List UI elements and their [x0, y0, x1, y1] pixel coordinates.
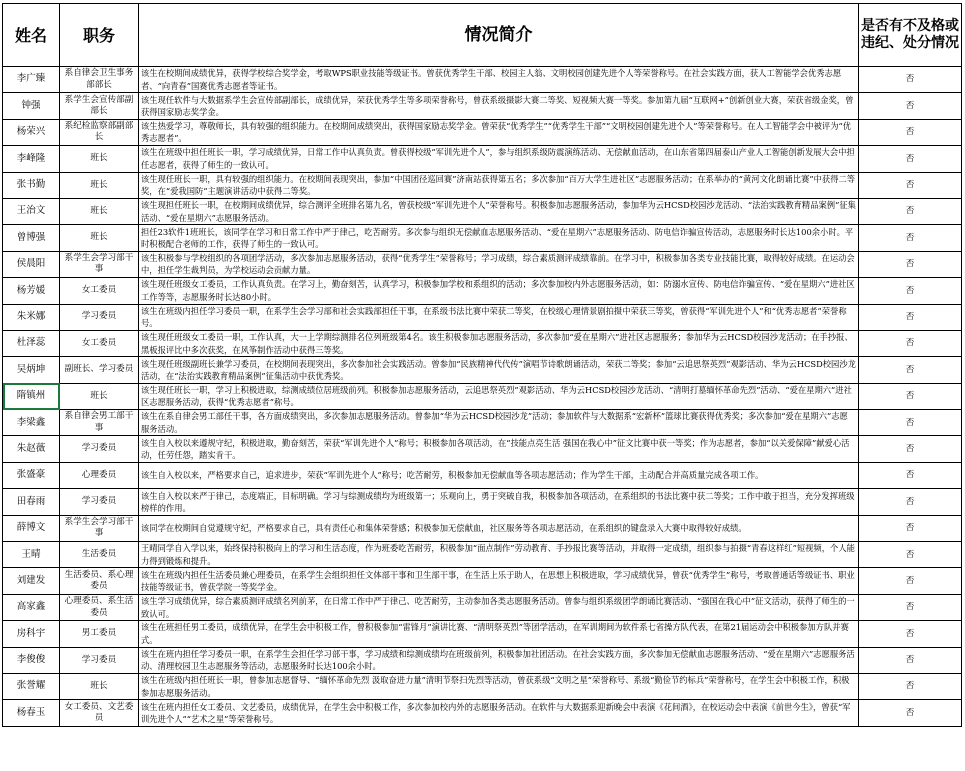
table-row — [3, 225, 962, 251]
cell-flag[interactable]: 否 — [859, 93, 962, 119]
cell-role[interactable]: 系纪检监察部副部长 — [60, 119, 139, 145]
cell-desc[interactable] — [139, 225, 859, 251]
cell-name[interactable]: 田春雨 — [3, 489, 60, 515]
desc-text: 该生现任班级副班长兼学习委员，在校期间表现突出，多次参加社会实践活动。曾参加“民族精神代代传”演唱节诗歌朗诵活动，荣获二等奖；参加“云追思祭英烈”观影活动、华为云HCSD校园沙龙活动，在“法治实践教育精品案例”征集活动中获优秀奖。 — [141, 358, 856, 381]
cell-name[interactable]: 杨荣兴 — [3, 119, 60, 145]
cell-desc[interactable] — [139, 119, 859, 145]
table-row — [3, 489, 962, 515]
cell-role[interactable]: 生活委员、系心理委员 — [60, 568, 139, 594]
cell-flag[interactable]: 否 — [859, 357, 962, 383]
table-row — [3, 278, 962, 304]
cell-role[interactable]: 班长 — [60, 146, 139, 172]
table-row — [3, 515, 962, 541]
cell-role[interactable]: 学习委员 — [60, 489, 139, 515]
cell-name[interactable]: 李广臻 — [3, 67, 60, 93]
cell-flag[interactable]: 否 — [859, 568, 962, 594]
desc-text: 该生现任班长一职，学习上积极进取，综测成绩位居班级前列。积极参加志愿服务活动，云追思祭英烈”观影活动、华为云HCSD校园沙龙活动、“清明打墓缅怀革命先烈”活动、“爱在星期六”进社区志愿服务活动，获得“优秀志愿者”称号。 — [141, 384, 852, 408]
desc-text: 担任23软件1班班长，该同学在学习和日常工作中严于律己，吃苦耐劳。多次参与组织无偿献血志愿服务活动、“爱在星期六”志愿服务活动、防电信诈骗宣传活动，志愿服务时长达100余小时。平时积极配合老师的工作，获得了师生的一致认可。 — [141, 226, 854, 250]
cell-role[interactable]: 系学生会宣传部副部长 — [60, 93, 139, 119]
desc-text: 该生在班级中担任班长一职，学习成绩优异，日常工作中认真负责。曾获得校级“军训先进个人”，参与组织系级防震演练活动、无偿献血活动，在山东省第四届泰山产业人工智能创新发展大会中担任志愿者，获得了师生的一致认可。 — [141, 147, 855, 170]
cell-role[interactable]: 系自律会男工部干事 — [60, 410, 139, 436]
cell-name[interactable]: 王晴 — [3, 542, 60, 568]
cell-role[interactable]: 班长 — [60, 172, 139, 198]
cell-flag[interactable]: 否 — [859, 278, 962, 304]
cell-role[interactable]: 系自律会卫生事务部部长 — [60, 67, 139, 93]
cell-name[interactable]: 杨春玉 — [3, 700, 60, 726]
cell-role[interactable]: 学习委员 — [60, 436, 139, 462]
table-row — [3, 357, 962, 383]
cell-name[interactable]: 张盛豪 — [3, 462, 60, 488]
table-body — [3, 67, 962, 727]
table-row — [3, 198, 962, 224]
header-name[interactable]: 姓名 — [3, 4, 60, 67]
cell-flag[interactable]: 否 — [859, 410, 962, 436]
cell-flag[interactable]: 否 — [859, 198, 962, 224]
cell-name[interactable]: 张书勤 — [3, 172, 60, 198]
cell-role[interactable]: 班长 — [60, 225, 139, 251]
cell-flag[interactable]: 否 — [859, 172, 962, 198]
desc-text: 该生在班级内担任学习委员一职，在系学生会学习部和社会实践部担任干事，在系级书法比赛中荣获二等奖，在校级心理情景剧拍摄中荣获三等奖，曾获得“军训先进个人”和“优秀志愿者”荣誉称号。 — [141, 305, 847, 329]
cell-desc[interactable] — [139, 621, 859, 647]
cell-role[interactable]: 班长 — [60, 198, 139, 224]
cell-desc[interactable] — [139, 673, 859, 699]
table-row — [3, 594, 962, 620]
cell-flag[interactable]: 否 — [859, 67, 962, 93]
cell-flag[interactable]: 否 — [859, 489, 962, 515]
cell-desc[interactable] — [139, 515, 859, 541]
cell-desc[interactable] — [139, 304, 859, 330]
desc-text: 该生自入校以来，严格要求自己，追求进步，荣获“军训先进个人”称号；吃苦耐劳，积极参加无偿献血等各项志愿活动；作为学生干部，主动配合并高质量完成各项工作。 — [141, 470, 764, 481]
table-row — [3, 93, 962, 119]
students-table — [2, 3, 962, 727]
desc-text: 该生在班内担任学习委员一职，在系学生会担任学习部干事，学习成绩和综测成绩均在班级前列，积极参加社团活动。在社会实践方面，多次参加无偿献血志愿服务活动、“爱在星期六”志愿服务活动、清理校园卫生志愿服务等活动，志愿服务时长达100余小时。 — [141, 648, 855, 672]
cell-role[interactable]: 副班长、学习委员 — [60, 357, 139, 383]
desc-text: 该生现任班级女工委员一职，工作认真，大一上学期综测排名位列班级第4名。该生积极参加志愿服务活动，多次参加“爱在星期六”进社区志愿服务；参加华为云HCSD校园沙龙活动；在手抄报、黑板报评比中多次获奖，在风筝制作活动中获得三等奖。 — [141, 332, 853, 355]
cell-name[interactable]: 杨芳媛 — [3, 278, 60, 304]
desc-text: 该生学习成绩优异，综合素质测评成绩名列前茅，在日常工作中严于律己、吃苦耐劳，主动参加各类志愿服务活动。曾参与组织系级团学朗诵比赛活动、“强国在我心中”征文活动，获得了师生的一致认可。 — [141, 596, 855, 619]
cell-flag[interactable]: 否 — [859, 330, 962, 356]
table-row — [3, 146, 962, 172]
header-role[interactable]: 职务 — [60, 4, 139, 67]
cell-name[interactable]: 王治文 — [3, 198, 60, 224]
cell-desc[interactable] — [139, 700, 859, 726]
table-row — [3, 436, 962, 462]
table-row — [3, 330, 962, 356]
cell-name[interactable]: 薛博文 — [3, 515, 60, 541]
cell-desc[interactable] — [139, 647, 859, 673]
desc-text: 该生在班担任男工委员，成绩优异，在学生会中积极工作，曾积极参加“雷锋月”演讲比赛、“清明祭英烈”等团学活动，在军训期间为软件系七省操方队代表，在第21届运动会中积极参加方队并赛式。 — [141, 622, 849, 645]
desc-text: 该生现任班级女工委员，工作认真负责。在学习上，勤奋刻苦，认真学习，积极参加学校和系组织的活动；多次参加校内外志愿服务活动，如：防溺水宣传、防电信诈骗宣传、“爱在星期六”进社区工作等等，志愿服务时长达80小时。 — [141, 279, 855, 302]
cell-desc[interactable] — [139, 67, 859, 93]
cell-flag[interactable]: 否 — [859, 515, 962, 541]
desc-text: 该生在校期间成绩优异，获得学校综合奖学金，考取WPS职业技能等级证书。曾获优秀学生干部、校园主人翁、文明校园创建先进个人等荣誉称号。在社会实践方面，获人工智能学会优秀志愿者、“向青春”国赛优秀志愿者等证书。 — [141, 68, 842, 91]
table-row — [3, 67, 962, 93]
cell-flag[interactable]: 否 — [859, 594, 962, 620]
cell-desc[interactable] — [139, 330, 859, 356]
cell-name[interactable]: 朱赵薇 — [3, 436, 60, 462]
desc-text: 该生现任班长一职，具有较强的组织能力。在校期间表现突出，参加“中国团径巡回赛”济南站获得第五名；多次参加“百万大学生进社区”志愿服务活动；在系举办的“黄河文化朗诵比赛”中获得二等奖，在“爱我国防”主题演讲活动中获得二等奖。 — [141, 173, 856, 197]
cell-name[interactable]: 朱米娜 — [3, 304, 60, 330]
table-row — [3, 251, 962, 277]
header-flag[interactable]: 是否有不及格或违纪、处分情况 — [859, 4, 962, 67]
cell-role[interactable]: 女工委员 — [60, 330, 139, 356]
cell-flag[interactable]: 否 — [859, 673, 962, 699]
cell-desc[interactable] — [139, 489, 859, 515]
table-row — [3, 119, 962, 145]
table-row — [3, 647, 962, 673]
desc-text: 该生在系自律会男工部任干事，各方面成绩突出，多次参加志愿服务活动。曾参加“华为云HCSD校园沙龙”活动；参加软件与大数据系“宏新杯”篮球比赛获得优秀奖；多次参加“爱在星期六”志愿服务活动。 — [141, 411, 848, 434]
table-row — [3, 304, 962, 330]
desc-text: 该生自入校以来遵规守纪，积极进取，勤奋刻苦，荣获“军训先进个人”称号；积极参加各项活动，在“技能点亮生活 强国在我心中”征文比赛中获一等奖；作为志愿者，参加“以关爱保障”献爱心活动，任劳任怨，踏实肯干。 — [141, 437, 850, 461]
desc-text: 该生在班级内担任班长一职，曾参加志愿督导、“缅怀革命先烈 汲取奋进力量”清明节祭扫先烈等活动，曾获系级“文明之星”荣誉称号、系级“勤俭节约标兵”荣誉称号，在学生会中积极工作，积极参加志愿服务活动。 — [141, 675, 850, 698]
cell-name[interactable]: 杜泽蕊 — [3, 330, 60, 356]
desc-text: 该生积极参与学校组织的各项团学活动，多次参加志愿服务活动，获得“优秀学生”荣誉称号；学习成绩，综合素质测评成绩靠前。在学习中，积极参加各类专业技能比赛，取得较好成绩。在运动会中，担任学生裁判员，为学校运动会贡献力量。 — [141, 253, 855, 276]
cell-role[interactable]: 心理委员、系生活委员 — [60, 594, 139, 620]
cell-name[interactable]: 房科宇 — [3, 621, 60, 647]
cell-role[interactable]: 系学生会学习部干事 — [60, 515, 139, 541]
cell-desc[interactable] — [139, 93, 859, 119]
cell-role[interactable]: 心理委员 — [60, 462, 139, 488]
cell-name[interactable]: 李梁鑫 — [3, 410, 60, 436]
desc-text: 王晴同学自入学以来，始终保持积极向上的学习和生活态度，作为班委吃苦耐劳，积极参加“面点制作”劳动教育、手抄报比赛等活动，并取得一定成绩，组织参与拍摄“青春这样红”短视频，个人能力得到锻炼和提升。 — [141, 543, 855, 566]
cell-desc[interactable] — [139, 568, 859, 594]
cell-flag[interactable]: 否 — [859, 462, 962, 488]
cell-flag[interactable]: 否 — [859, 304, 962, 330]
cell-role[interactable]: 班长 — [60, 673, 139, 699]
cell-desc[interactable] — [139, 383, 859, 409]
table-row — [3, 383, 962, 409]
cell-flag[interactable]: 否 — [859, 647, 962, 673]
cell-name[interactable]: 隋镇州 — [3, 383, 60, 409]
cell-name[interactable]: 曾博强 — [3, 225, 60, 251]
table-row — [3, 542, 962, 568]
cell-desc[interactable] — [139, 146, 859, 172]
desc-text: 该生在班级内担任生活委员兼心理委员，在系学生会组织担任文体部干事和卫生部干事，在生活上乐于助人，在思想上积极进取，学习成绩优异，曾获“优秀学生”称号，考取普通话等级证书、职业技能等级证书，曾获学院一等奖学金。 — [141, 569, 855, 593]
cell-role[interactable]: 学习委员 — [60, 647, 139, 673]
cell-name[interactable]: 吴炳坤 — [3, 357, 60, 383]
cell-name[interactable]: 刘建发 — [3, 568, 60, 594]
desc-text: 该生自入校以来严于律己，态度端正，目标明确。学习与综测成绩均为班级第一；乐观向上，勇于突破自我，积极参加各项活动，在系组织的书法比赛中获二等奖；工作中敢于担当，充分发挥班级榜样的作用。 — [141, 490, 855, 513]
table-row — [3, 673, 962, 699]
cell-name[interactable]: 侯晨阳 — [3, 251, 60, 277]
table-row — [3, 410, 962, 436]
header-desc[interactable]: 情况简介 — [139, 4, 859, 67]
table-row — [3, 462, 962, 488]
cell-role[interactable]: 女工委员、文艺委员 — [60, 700, 139, 726]
cell-role[interactable]: 男工委员 — [60, 621, 139, 647]
cell-flag[interactable]: 否 — [859, 700, 962, 726]
cell-name[interactable]: 李峰隆 — [3, 146, 60, 172]
cell-desc[interactable] — [139, 436, 859, 462]
header-row — [3, 4, 962, 67]
desc-text: 该生现担任班长一职，在校期间成绩优异，综合测评全班排名第九名，曾获校级“军训先进个人”荣誉称号。积极参加志愿服务活动，参加华为云HCSD校园沙龙活动、“法治实践教育精品案例”征集活动、“爱在星期六”志愿服务活动。 — [141, 200, 856, 223]
cell-desc[interactable] — [139, 542, 859, 568]
desc-text: 该生在班内担任女工委员、文艺委员，成绩优异，在学生会中积极工作，多次参加校内外的志愿服务活动。在软件与大数据系迎新晚会中表演《花间酒》，在校运动会中表演《前世今生》，曾获“军训先进个人”“艺术之星”等荣誉称号。 — [141, 701, 851, 725]
table-row — [3, 621, 962, 647]
cell-name[interactable]: 高家鑫 — [3, 594, 60, 620]
cell-desc[interactable] — [139, 357, 859, 383]
cell-role[interactable]: 学习委员 — [60, 304, 139, 330]
cell-flag[interactable]: 否 — [859, 542, 962, 568]
cell-role[interactable]: 女工委员 — [60, 278, 139, 304]
cell-role[interactable]: 系学生会学习部干事 — [60, 251, 139, 277]
cell-name[interactable]: 张誉耀 — [3, 673, 60, 699]
cell-desc[interactable] — [139, 251, 859, 277]
cell-desc[interactable] — [139, 410, 859, 436]
cell-name[interactable]: 钟强 — [3, 93, 60, 119]
cell-flag[interactable]: 否 — [859, 621, 962, 647]
cell-role[interactable]: 班长 — [60, 383, 139, 409]
desc-text: 该生热爱学习，尊敬师长，具有较强的组织能力。在校期间成绩突出，获得国家励志奖学金。曾荣获“优秀学生”“优秀学生干部”“文明校园创建先进个人”等荣誉称号。在人工智能学会中被评为“优秀志愿者”。 — [141, 121, 852, 144]
cell-name[interactable]: 李俊俊 — [3, 647, 60, 673]
cell-desc[interactable] — [139, 278, 859, 304]
desc-text: 该生现任软件与大数据系学生会宣传部副部长，成绩优异，荣获优秀学生等多项荣誉称号，曾获系级摄影大赛二等奖、短视频大赛一等奖。参加第九届“互联网+”创新创业大赛，荣获省级金奖，曾获得国家励志奖学金。 — [141, 94, 854, 118]
cell-flag[interactable]: 否 — [859, 436, 962, 462]
cell-desc[interactable] — [139, 198, 859, 224]
cell-flag[interactable]: 否 — [859, 251, 962, 277]
table-row — [3, 700, 962, 726]
cell-flag[interactable]: 否 — [859, 146, 962, 172]
desc-text: 该同学在校期间自觉遵规守纪，严格要求自己，具有责任心和集体荣誉感；积极参加无偿献血，社区服务等各项志愿活动，在系组织的键盘录入大赛中取得较好成绩。 — [141, 523, 747, 534]
cell-desc[interactable] — [139, 594, 859, 620]
cell-flag[interactable]: 否 — [859, 119, 962, 145]
cell-desc[interactable] — [139, 172, 859, 198]
cell-role[interactable]: 生活委员 — [60, 542, 139, 568]
table-row — [3, 172, 962, 198]
table-row — [3, 568, 962, 594]
cell-flag[interactable]: 否 — [859, 225, 962, 251]
cell-flag[interactable]: 否 — [859, 383, 962, 409]
cell-desc[interactable] — [139, 462, 859, 488]
